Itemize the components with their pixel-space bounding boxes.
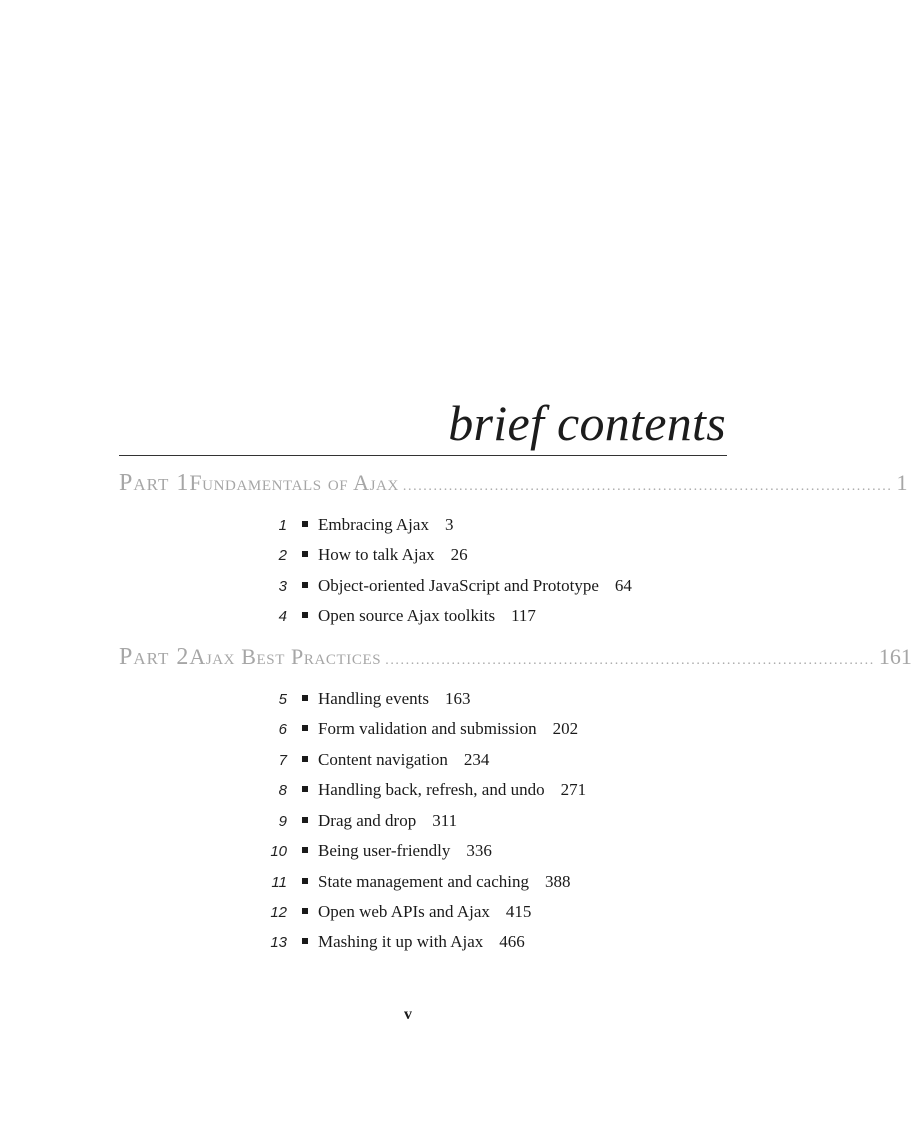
bullet-icon — [302, 847, 308, 853]
chapter-number: 7 — [278, 752, 287, 769]
chapter-number: 4 — [278, 608, 287, 625]
chapter-number: 2 — [278, 547, 287, 564]
chapter-page: 163 — [444, 689, 471, 708]
chapter-entry[interactable] — [252, 576, 632, 600]
chapter-entry[interactable] — [252, 872, 571, 896]
part-title: Fundamentals of Ajax — [189, 470, 399, 495]
chapter-number: 8 — [278, 782, 287, 799]
bullet-icon — [302, 551, 308, 557]
bullet-icon — [302, 786, 308, 792]
chapter-title: State management and caching — [318, 872, 529, 891]
chapter-entry[interactable] — [252, 841, 492, 865]
chapter-number: 1 — [278, 517, 287, 534]
chapter-page: 3 — [444, 515, 454, 534]
chapter-entry[interactable] — [252, 545, 468, 569]
chapter-entry[interactable] — [252, 902, 531, 926]
bullet-icon — [302, 612, 308, 618]
chapter-entry[interactable] — [252, 606, 536, 630]
chapter-number: 12 — [270, 904, 287, 921]
chapter-title: Handling back, refresh, and undo — [318, 780, 545, 799]
chapter-number: 9 — [278, 813, 287, 830]
part-heading[interactable] — [119, 644, 912, 676]
bullet-icon — [302, 817, 308, 823]
chapter-number: 6 — [278, 721, 287, 738]
chapter-title: Handling events — [318, 689, 429, 708]
chapter-entry[interactable] — [252, 719, 578, 743]
chapter-title: Open web APIs and Ajax — [318, 902, 490, 921]
chapter-page: 388 — [545, 872, 571, 891]
chapter-entry[interactable] — [252, 515, 453, 539]
chapter-entry[interactable] — [252, 750, 489, 774]
chapter-title: Drag and drop — [318, 811, 417, 830]
chapter-page: 117 — [511, 606, 536, 625]
bullet-icon — [302, 878, 308, 884]
bullet-icon — [302, 908, 308, 914]
chapter-number: 5 — [278, 691, 287, 708]
chapter-title: Form validation and submission — [318, 719, 537, 738]
chapter-page: 415 — [505, 902, 532, 921]
chapter-entry[interactable] — [252, 932, 525, 956]
chapter-page: 311 — [432, 811, 458, 830]
chapter-title: Being user-friendly — [318, 841, 451, 860]
leader-dots: ................................................................................................ — [385, 653, 875, 668]
chapter-page: 64 — [614, 576, 632, 595]
part-heading[interactable] — [119, 470, 908, 502]
part-page: 161 — [878, 644, 912, 669]
chapter-title: Mashing it up with Ajax — [318, 932, 484, 951]
chapter-title: Open source Ajax toolkits — [318, 606, 496, 625]
chapter-number: 3 — [278, 578, 287, 595]
part-page: 1 — [896, 470, 908, 495]
part-title: Ajax Best Practices — [189, 644, 382, 669]
chapter-page: 271 — [560, 780, 587, 799]
chapter-page: 234 — [463, 750, 490, 769]
chapter-page: 202 — [552, 719, 579, 738]
bullet-icon — [302, 725, 308, 731]
chapter-title: Object-oriented JavaScript and Prototype — [318, 576, 599, 595]
chapter-entry[interactable] — [252, 689, 470, 713]
page-title: brief contents — [448, 395, 726, 451]
bullet-icon — [302, 756, 308, 762]
bullet-icon — [302, 582, 308, 588]
bullet-icon — [302, 521, 308, 527]
chapter-entry[interactable] — [252, 780, 586, 804]
page-number: v — [404, 1006, 412, 1023]
chapter-page: 336 — [466, 841, 492, 860]
chapter-number: 13 — [270, 934, 287, 951]
chapter-title: Content navigation — [318, 750, 448, 769]
chapter-number: 10 — [270, 843, 287, 860]
chapter-title: How to talk Ajax — [318, 545, 435, 564]
chapter-page: 466 — [499, 932, 525, 951]
chapter-number: 11 — [271, 874, 287, 891]
part-label: Part 2 — [119, 644, 190, 670]
chapter-entry[interactable] — [252, 811, 457, 835]
bullet-icon — [302, 938, 308, 944]
chapter-title: Embracing Ajax — [318, 515, 429, 534]
title-rule — [119, 455, 727, 456]
chapter-page: 26 — [450, 545, 468, 564]
part-label: Part 1 — [119, 470, 190, 496]
leader-dots: ................................................................................................ — [402, 479, 893, 494]
bullet-icon — [302, 695, 308, 701]
